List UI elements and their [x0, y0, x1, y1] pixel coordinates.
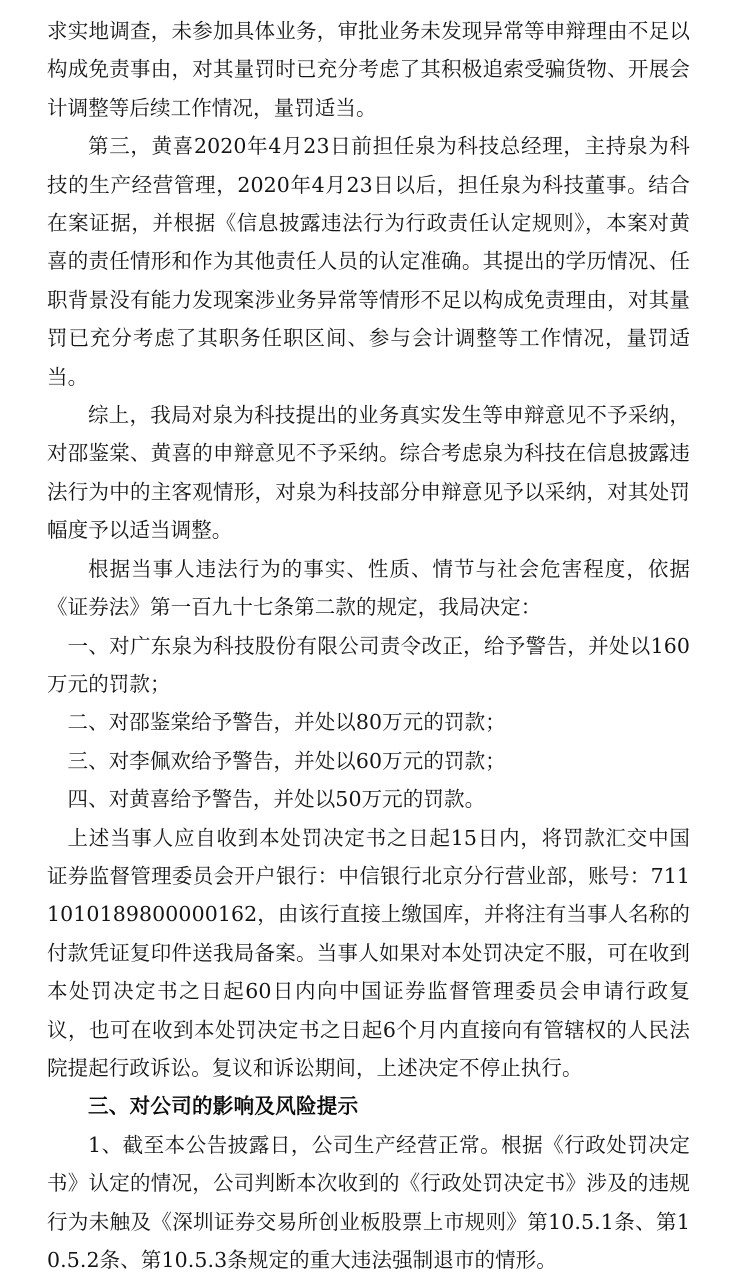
- section-heading-company-impact: 三、对公司的影响及风险提示: [88, 1094, 359, 1119]
- section-three-item-one: 1、截至本公告披露日，公司生产经营正常。根据《行政处罚决定书》认定的情况，公司判断本次收到的《行政处罚决定书》涉及的违规行为未触及《深圳证券交易所创业板股票上市规则》第10.5.1条、第10.5.2条、第10.5.3条规定的重大违法强制退市的情形。: [47, 1132, 690, 1272]
- paragraph-payment-instructions: 上述当事人应自收到本处罚决定书之日起15日内，将罚款汇交中国证券监督管理委员会开户银行：中信银行北京分行营业部，账号：7111010189800000162，由该行直接上缴国库，并将注有当事人名称的付款凭证复印件送我局备案。当事人如果对本处罚决定不服，可在收到本处罚决定书之日起60日内向中国证券监督管理委员会申请行政复议，也可在收到本处罚决定书之日起6个月内直接向有管辖权的人民法院提起行政诉讼。复议和诉讼期间，上述决定不停止执行。: [47, 825, 690, 1080]
- penalty-clause-2: 二、对邵鉴棠给予警告，并处以80万元的罚款；: [67, 710, 506, 735]
- paragraph-third-point: 第三，黄喜2020年4月23日前担任泉为科技总经理，主持泉为科技的生产经营管理，2020年4月23日以后，担任泉为科技董事。结合在案证据，并根据《信息披露违法行为行政责任认定规则》，本案对黄喜的责任情形和作为其他责任人员的认定准确。其提出的学历情况、任职背景没有能力发现案涉业务异常等情形不足以构成免责理由，对其量罚已充分考虑了其职务任职区间、参与会计调整等工作情况，量罚适当。: [47, 134, 690, 389]
- paragraph-continuation: 求实地调查，未参加具体业务，审批业务未发现异常等申辩理由不足以构成免责事由，对其量罚时已充分考虑了其积极追索受骗货物、开展会计调整等后续工作情况，量罚适当。: [47, 19, 690, 120]
- penalty-clause-1: 一、对广东泉为科技股份有限公司责令改正，给予警告，并处以160万元的罚款；: [47, 633, 690, 696]
- paragraph-decision-intro: 根据当事人违法行为的事实、性质、情节与社会危害程度，依据《证券法》第一百九十七条第二款的规定，我局决定：: [47, 556, 690, 620]
- penalty-clause-3: 三、对李佩欢给予警告，并处以60万元的罚款；: [67, 748, 506, 773]
- paragraph-summary: 综上，我局对泉为科技提出的业务真实发生等申辩意见不予采纳，对邵鉴棠、黄喜的申辩意见不予采纳。综合考虑泉为科技在信息披露违法行为中的主客观情形，对泉为科技部分申辩意见予以采纳，对其处罚幅度予以适当调整。: [47, 403, 690, 543]
- penalty-clause-4: 四、对黄喜给予警告，并处以50万元的罚款。: [67, 787, 486, 812]
